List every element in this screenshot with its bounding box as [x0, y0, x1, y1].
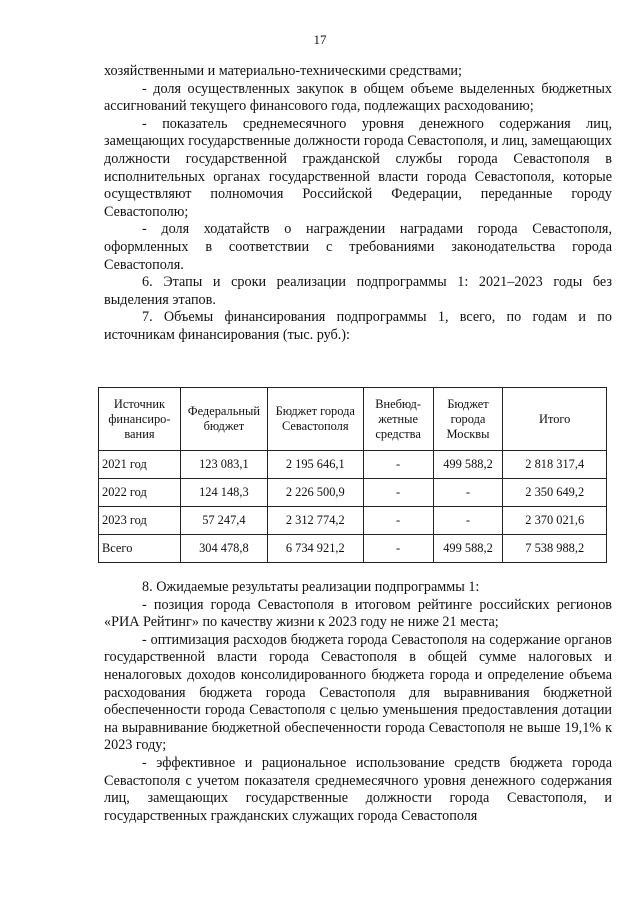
header-sevastopol: Бюджет города Севастополя [267, 388, 363, 451]
row-label: 2021 год [99, 451, 181, 479]
table-cell: - [433, 507, 503, 535]
bullet-paragraph: - доля осуществленных закупок в общем объеме выделенных бюджетных ассигнований текущего финансового года, подлежащих расходованию; [104, 80, 612, 115]
bullet-paragraph: - показатель среднемесячного уровня денежного содержания лиц, замещающих государственные должности города Севастополя, и лиц, замещающих должности государственной гражданской службы города Севастополя в исполнительных органах государственной власти города Севастополя, которые осуществляют полномочия Российской Федерации, переданные городу Севастополю; [104, 115, 612, 220]
bullet-paragraph: - позиция города Севастополя в итоговом рейтинге российских регионов «РИА Рейтинг» по качеству жизни к 2023 году не ниже 21 места; [104, 596, 612, 631]
bottom-text-block [104, 579, 612, 825]
section-8-paragraph: 8. Ожидаемые результаты реализации подпрограммы 1: [142, 579, 480, 595]
row-label: Всего [99, 535, 181, 563]
bullet-paragraph: - оптимизация расходов бюджета города Севастополя на содержание органов государственной власти города Севастополя в общей сумме налоговых и неналоговых доходов консолидированного бюджета города и определение объема расходования бюджета города Севастополя для выравнивания бюджетной обеспеченности города Севастополя с целью уменьшения предоставления дотации на выравнивание бюджетной обеспеченности города Севастополя не выше 19,1% к 2023 году; [104, 631, 612, 754]
table-row [99, 451, 607, 479]
table-header-row [99, 388, 607, 451]
row-label: 2023 год [99, 507, 181, 535]
table-cell: 499 588,2 [433, 535, 503, 563]
paragraph: хозяйственными и материально-техническими средствами; [104, 63, 462, 79]
funding-table [98, 387, 607, 563]
table-cell: 499 588,2 [433, 451, 503, 479]
bullet-paragraph: - доля ходатайств о награждении наградами города Севастополя, оформленных в соответствии с требованиями законодательства города Севастополя. [104, 221, 612, 273]
table-cell: 7 538 988,2 [503, 535, 607, 563]
section-7-paragraph: 7. Объемы финансирования подпрограммы 1, всего, по годам и по источникам финансирования (тыс. руб.): [104, 309, 612, 343]
table-cell: 2 370 021,6 [503, 507, 607, 535]
table-cell: 2 312 774,2 [267, 507, 363, 535]
table-cell: 57 247,4 [180, 507, 267, 535]
bullet-paragraph: - эффективное и рациональное использование средств бюджета города Севастополя с учетом показателя среднемесячного уровня денежного содержания лиц, замещающих государственные должности города Севастополя, и государственных гражданских служащих города Севастополя [104, 754, 612, 824]
table-cell: 2 226 500,9 [267, 479, 363, 507]
table-cell: 124 148,3 [180, 479, 267, 507]
top-text-block [104, 63, 612, 345]
table-cell: 2 818 317,4 [503, 451, 607, 479]
header-total: Итого [503, 388, 607, 451]
table-cell: 304 478,8 [180, 535, 267, 563]
page-number: 17 [313, 32, 327, 47]
table-cell: - [363, 479, 433, 507]
table-row [99, 479, 607, 507]
table-cell: - [363, 507, 433, 535]
table-row [99, 507, 607, 535]
header-moscow: Бюджет города Москвы [433, 388, 503, 451]
section-6-paragraph: 6. Этапы и сроки реализации подпрограммы 1: 2021–2023 годы без выделения этапов. [104, 274, 612, 308]
table-cell: - [363, 535, 433, 563]
table-cell: 6 734 921,2 [267, 535, 363, 563]
table-cell: - [363, 451, 433, 479]
table-cell: - [433, 479, 503, 507]
row-label: 2022 год [99, 479, 181, 507]
header-source: Источник финансиро-вания [99, 388, 181, 451]
header-extrabudgetary: Внебюд-жетные средства [363, 388, 433, 451]
header-federal: Федеральный бюджет [180, 388, 267, 451]
table-cell: 123 083,1 [180, 451, 267, 479]
table-cell: 2 195 646,1 [267, 451, 363, 479]
table-cell: 2 350 649,2 [503, 479, 607, 507]
table-row-total [99, 535, 607, 563]
